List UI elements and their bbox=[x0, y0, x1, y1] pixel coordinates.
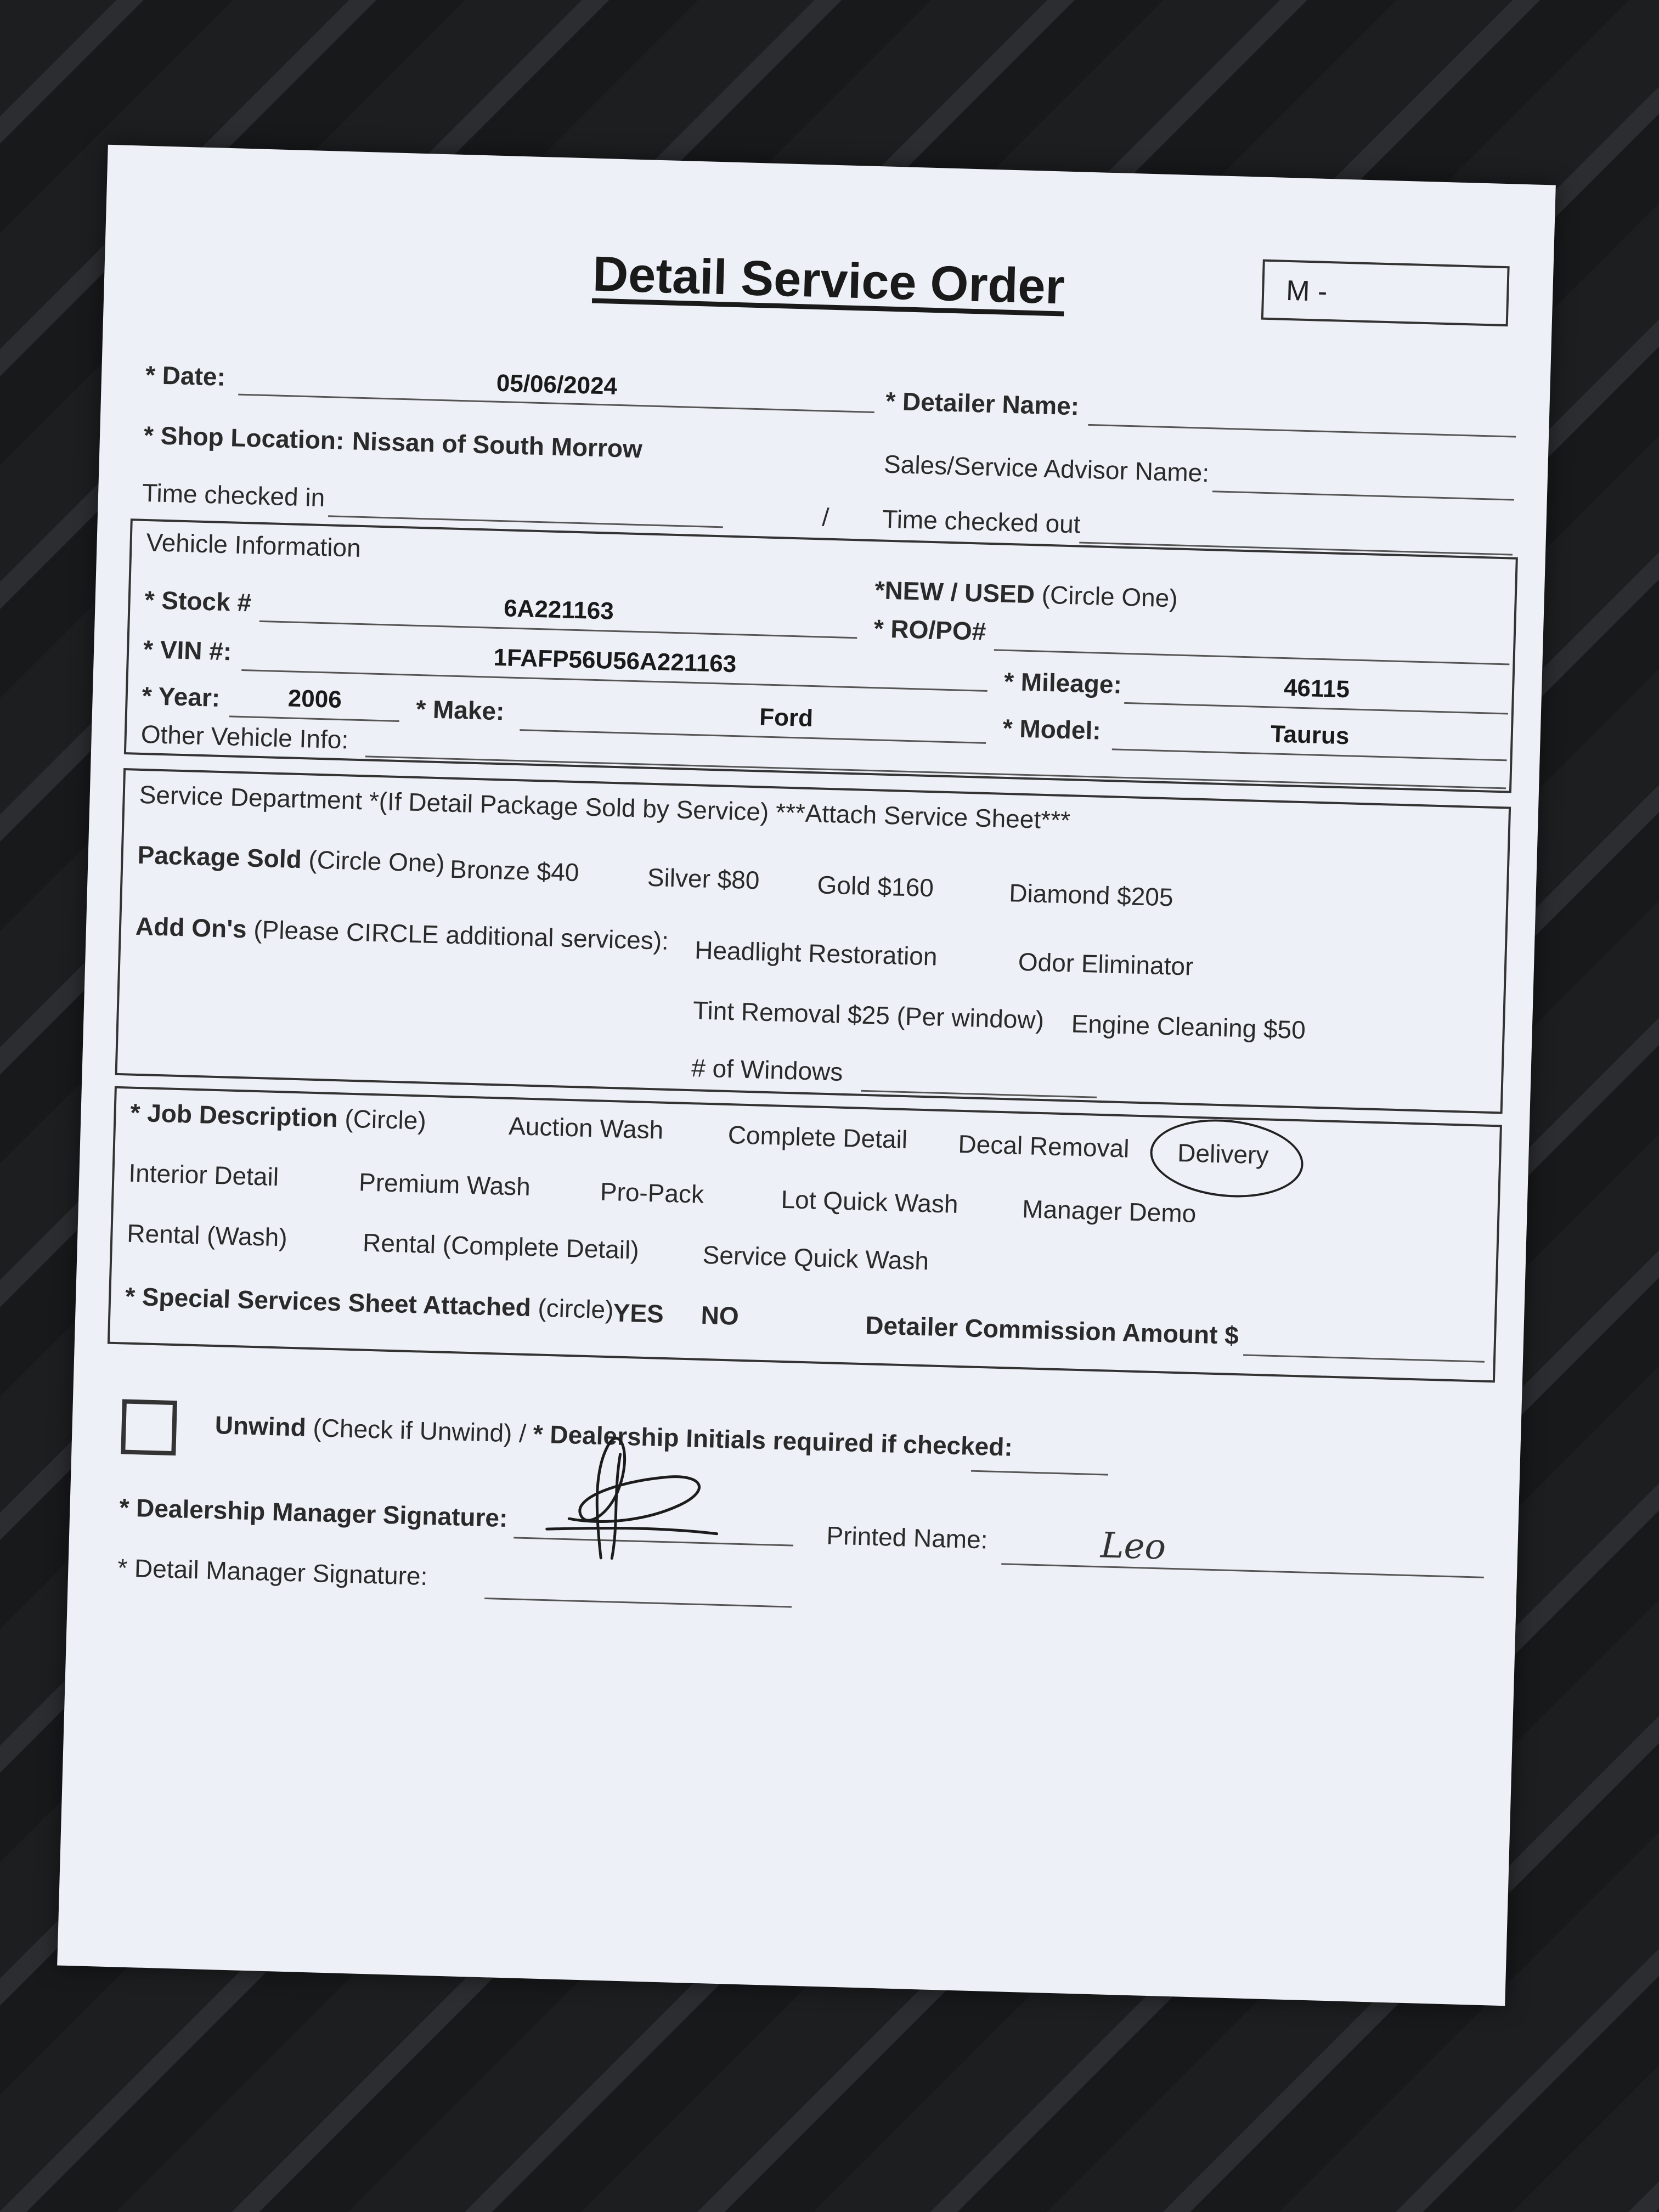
model-value: Taurus bbox=[1270, 720, 1350, 750]
ro-po-label: * RO/PO# bbox=[873, 614, 986, 646]
job-option[interactable]: Complete Detail bbox=[727, 1120, 908, 1154]
addon-option[interactable]: Headlight Restoration bbox=[694, 935, 938, 971]
printed-name-value: Leo bbox=[1100, 1525, 1167, 1568]
time-in-field[interactable] bbox=[328, 483, 724, 528]
stock-value: 6A221163 bbox=[503, 595, 614, 625]
stock-label: * Stock # bbox=[144, 585, 252, 617]
package-option[interactable]: Gold $160 bbox=[816, 870, 934, 902]
job-option[interactable]: Premium Wash bbox=[358, 1167, 531, 1201]
other-vehicle-label: Other Vehicle Info: bbox=[140, 719, 349, 754]
date-field[interactable] bbox=[238, 363, 875, 413]
job-option-selected[interactable]: Delivery bbox=[1177, 1138, 1269, 1170]
package-option[interactable]: Diamond $205 bbox=[1008, 878, 1174, 912]
unwind-label: Unwind bbox=[215, 1410, 307, 1442]
addon-option[interactable]: Tint Removal $25 (Per window) bbox=[692, 996, 1045, 1035]
shop-location-label: * Shop Location: bbox=[143, 420, 345, 455]
form-title: Detail Service Order bbox=[591, 246, 1065, 315]
form-number-box[interactable] bbox=[1261, 259, 1510, 327]
time-in-label: Time checked in bbox=[142, 478, 326, 512]
time-slash: / bbox=[821, 503, 830, 532]
year-label: * Year: bbox=[142, 681, 221, 712]
package-option[interactable]: Silver $80 bbox=[647, 862, 760, 895]
mileage-label: * Mileage: bbox=[1003, 667, 1122, 699]
special-no-option[interactable]: NO bbox=[701, 1300, 740, 1330]
dealership-manager-signature-label: * Dealership Manager Signature: bbox=[119, 1493, 509, 1533]
initials-label: * Dealership Initials required if checked: bbox=[533, 1419, 1013, 1462]
make-value: Ford bbox=[759, 703, 814, 732]
addons-label: Add On's bbox=[135, 911, 247, 944]
vin-label: * VIN #: bbox=[143, 634, 232, 666]
date-label: * Date: bbox=[145, 360, 226, 391]
job-option[interactable]: Lot Quick Wash bbox=[780, 1184, 959, 1218]
advisor-label: Sales/Service Advisor Name: bbox=[883, 449, 1210, 488]
vin-value: 1FAFP56U56A221163 bbox=[493, 644, 737, 678]
job-option[interactable]: Decal Removal bbox=[957, 1129, 1130, 1163]
year-value: 2006 bbox=[287, 685, 342, 714]
date-value: 05/06/2024 bbox=[496, 369, 618, 400]
detail-manager-signature-label: * Detail Manager Signature: bbox=[117, 1553, 428, 1591]
detailer-name-field[interactable] bbox=[1088, 392, 1516, 438]
mileage-value: 46115 bbox=[1283, 674, 1350, 703]
package-sold-hint: (Circle One) bbox=[308, 845, 445, 878]
commission-field[interactable] bbox=[1243, 1321, 1486, 1362]
model-label: * Model: bbox=[1002, 713, 1102, 745]
time-out-label: Time checked out bbox=[882, 504, 1081, 539]
job-option[interactable]: Rental (Complete Detail) bbox=[362, 1228, 640, 1265]
detailer-name-label: * Detailer Name: bbox=[885, 386, 1080, 421]
year-field[interactable] bbox=[229, 683, 400, 722]
addon-option[interactable]: Odor Eliminator bbox=[1018, 947, 1194, 981]
new-used-label[interactable]: *NEW / USED bbox=[874, 575, 1035, 609]
make-label: * Make: bbox=[415, 694, 505, 726]
job-option[interactable]: Interior Detail bbox=[128, 1158, 279, 1192]
job-description-label: * Job Description bbox=[129, 1098, 338, 1133]
printed-name-label: Printed Name: bbox=[826, 1521, 989, 1554]
initials-field[interactable] bbox=[971, 1437, 1109, 1476]
addons-hint: (Please CIRCLE additional services): bbox=[253, 915, 669, 955]
job-option[interactable]: Pro-Pack bbox=[600, 1177, 704, 1209]
handwritten-signature bbox=[535, 1419, 736, 1567]
printed-name-field[interactable] bbox=[1001, 1525, 1485, 1578]
job-description-hint: (Circle) bbox=[344, 1104, 427, 1135]
job-option[interactable]: Rental (Wash) bbox=[126, 1218, 288, 1252]
new-used-hint: (Circle One) bbox=[1041, 580, 1178, 613]
windows-field[interactable] bbox=[861, 1058, 1098, 1098]
shop-location-value: Nissan of South Morrow bbox=[352, 426, 643, 464]
vehicle-info-heading: Vehicle Information bbox=[145, 528, 362, 562]
addon-option[interactable]: Engine Cleaning $50 bbox=[1071, 1009, 1306, 1045]
package-sold-label: Package Sold bbox=[137, 840, 302, 874]
detail-manager-signature-field[interactable] bbox=[484, 1563, 793, 1608]
windows-label: # of Windows bbox=[691, 1053, 844, 1086]
advisor-field[interactable] bbox=[1212, 458, 1515, 500]
special-services-hint: (circle) bbox=[537, 1293, 614, 1324]
job-option[interactable]: Manager Demo bbox=[1022, 1194, 1197, 1228]
form-number-prefix: M - bbox=[1285, 274, 1328, 308]
commission-label: Detailer Commission Amount $ bbox=[865, 1311, 1239, 1350]
special-services-label: * Special Services Sheet Attached bbox=[125, 1282, 532, 1322]
special-yes-option[interactable]: YES bbox=[613, 1298, 664, 1328]
unwind-checkbox[interactable] bbox=[121, 1399, 177, 1455]
unwind-hint: (Check if Unwind) / bbox=[312, 1413, 527, 1448]
service-order-form bbox=[57, 145, 1556, 2006]
job-option[interactable]: Service Quick Wash bbox=[702, 1240, 929, 1276]
service-dept-heading: Service Department *(If Detail Package Sold by Service) ***Attach Service Sheet*** bbox=[139, 780, 1071, 835]
job-option[interactable]: Auction Wash bbox=[508, 1111, 664, 1144]
package-option[interactable]: Bronze $40 bbox=[449, 854, 580, 887]
